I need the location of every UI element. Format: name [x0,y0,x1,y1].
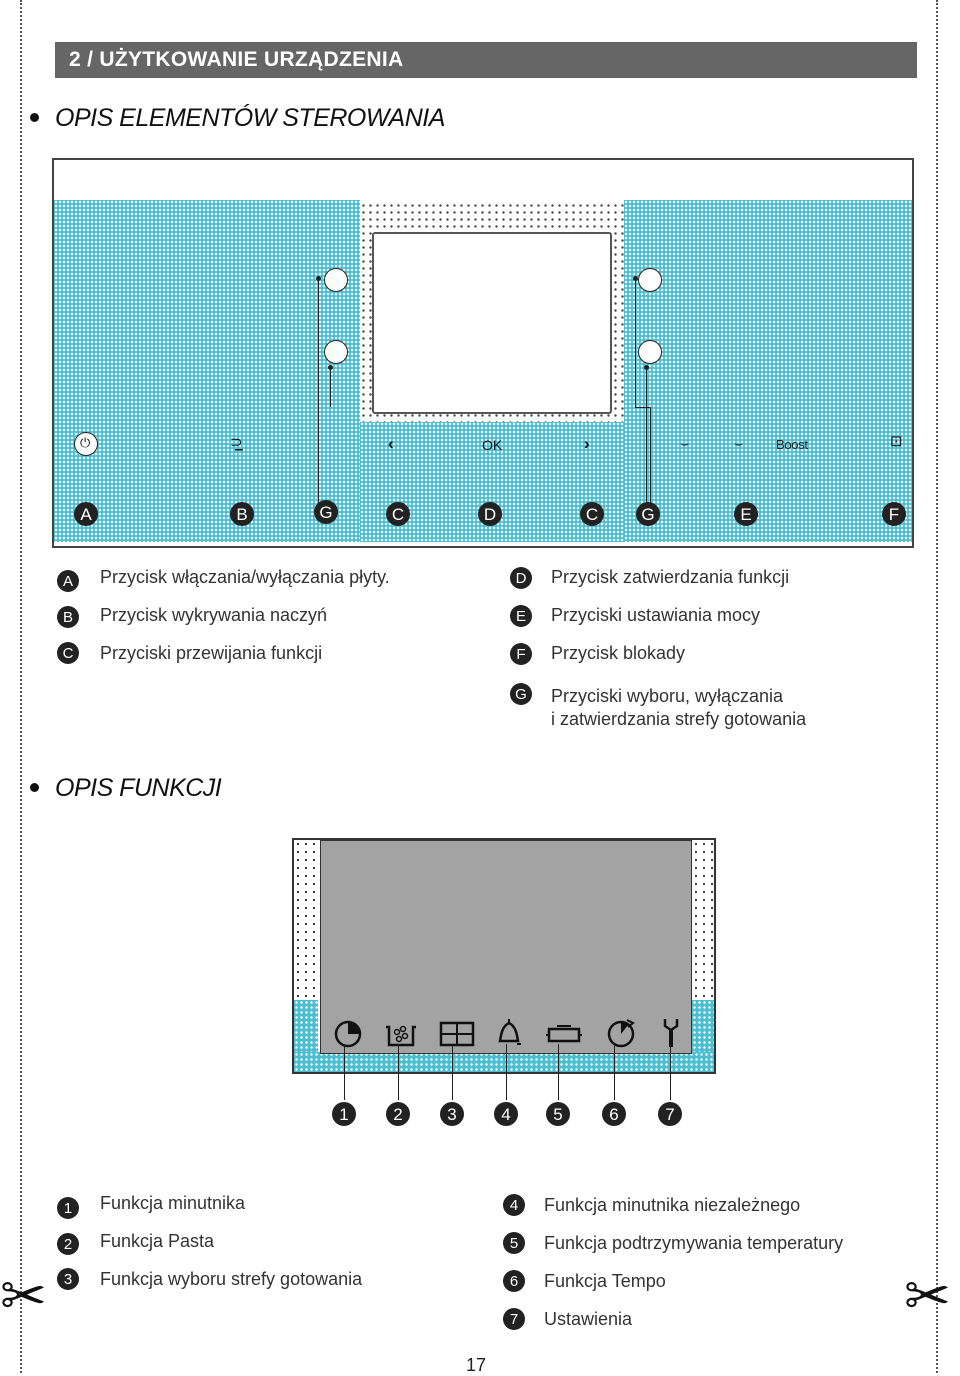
legend-text: Przycisk wykrywania naczyń [100,605,328,625]
scroll-right-icon[interactable]: › [584,434,590,453]
legend-key: B [57,606,79,628]
power-icon: ⏻ [80,435,91,450]
legend-text: Przyciski przewijania funkcji [100,643,323,663]
legend-text: Przycisk blokady [551,643,686,663]
bullet-icon [30,113,39,122]
cut-line-right [936,0,938,1373]
legend-key: F [510,643,532,665]
zone-button-top-left[interactable] [324,268,348,292]
scissors-icon: ✂ [904,1264,951,1327]
badge-B: B [230,502,254,526]
power-down-icon[interactable]: ⌣ [680,435,690,451]
badge-A: A [74,502,98,526]
legend-key: 7 [503,1308,525,1330]
function-number: 7 [658,1102,682,1126]
legend-key: 2 [57,1233,79,1255]
leader-line [558,1044,559,1100]
function-number: 2 [386,1102,410,1126]
display-screen [320,840,692,1054]
legend-text-line2: i zatwierdzania strefy gotowania [551,709,807,729]
legend-text: Funkcja minutnika [100,1193,246,1213]
legend-text: Funkcja podtrzymywania temperatury [544,1233,844,1253]
zone-select-icon [439,1021,475,1047]
function-number: 3 [440,1102,464,1126]
panel-dots-right [624,200,912,542]
badge-C: C [386,502,410,526]
leader-line [635,407,651,408]
zone-button-bottom-right[interactable] [638,340,662,364]
function-number: 1 [332,1102,356,1126]
scroll-left-icon[interactable]: ‹ [388,434,394,453]
legend-text: Ustawienia [544,1309,633,1329]
badge-G: G [636,502,660,526]
scissors-icon: ✂ [0,1264,47,1327]
leader-line [330,367,331,407]
legend-text: Przycisk zatwierdzania funkcji [551,567,790,587]
legend-key: 6 [503,1270,525,1292]
legend-key: A [57,570,79,592]
badge-F: F [882,502,906,526]
function-display-illustration [292,838,716,1074]
panel-dots-left [54,200,360,542]
leader-line [646,367,647,507]
tempo-icon [605,1017,637,1049]
cut-line-left [20,0,22,1373]
leader-line [506,1044,507,1100]
badge-E: E [734,502,758,526]
zone-button-bottom-left[interactable] [324,340,348,364]
bell-icon [495,1017,523,1049]
function-number: 6 [602,1102,626,1126]
function-number: 5 [546,1102,570,1126]
legend-text: Funkcja Tempo [544,1271,666,1291]
function-number: 4 [494,1102,518,1126]
legend-text: Przyciski ustawiania mocy [551,605,761,625]
badge-C: C [580,502,604,526]
section-title-functions: OPIS FUNKCJI [30,774,221,803]
header-title: 2 / UŻYTKOWANIE URZĄDZENIA [69,48,404,71]
legend-text: Funkcja minutnika niezależnego [544,1195,801,1215]
power-up-icon[interactable]: ⌣ [734,435,744,451]
leader-line [614,1044,615,1100]
leader-line [398,1044,399,1100]
boost-button[interactable]: Boost [776,437,808,452]
pan-detect-icon[interactable]: ⊃̲ [230,434,243,451]
lock-icon[interactable]: ⊡ [890,433,903,450]
zone-button-top-right[interactable] [638,268,662,292]
page-header [55,42,917,78]
bullet-icon [30,783,39,792]
leader-line [670,1044,671,1100]
display-dots-blue-bottom [294,1052,714,1072]
page-number: 17 [466,1355,487,1375]
legend-key: E [510,605,532,627]
leader-line [318,278,319,508]
leader-line [344,1044,345,1100]
leader-line [635,278,636,408]
leader-line [452,1044,453,1100]
ok-button[interactable]: OK [482,437,503,453]
keep-warm-icon [545,1023,583,1047]
legend-key: 1 [57,1197,79,1219]
panel-screen [372,232,612,414]
legend-key: C [57,642,79,664]
wrench-icon [661,1017,681,1049]
legend-key: G [510,683,532,705]
legend-key: 3 [57,1268,79,1290]
legend-text: Przycisk włączania/wyłączania płyty. [100,567,390,587]
legend-key: 5 [503,1232,525,1254]
section-title-controls: OPIS ELEMENTÓW STEROWANIA [30,104,445,133]
legend-key: 4 [503,1194,525,1216]
legend-text: Przyciski wyboru, wyłączania [551,686,784,706]
legend-key: D [510,567,532,589]
pasta-icon [383,1019,419,1049]
badge-D: D [478,502,502,526]
leader-line [650,407,651,507]
legend-text: Funkcja Pasta [100,1231,215,1251]
legend-text: Funkcja wyboru strefy gotowania [100,1269,363,1289]
badge-G: G [314,500,338,524]
control-panel-illustration [52,158,914,548]
timer-icon [333,1019,363,1049]
